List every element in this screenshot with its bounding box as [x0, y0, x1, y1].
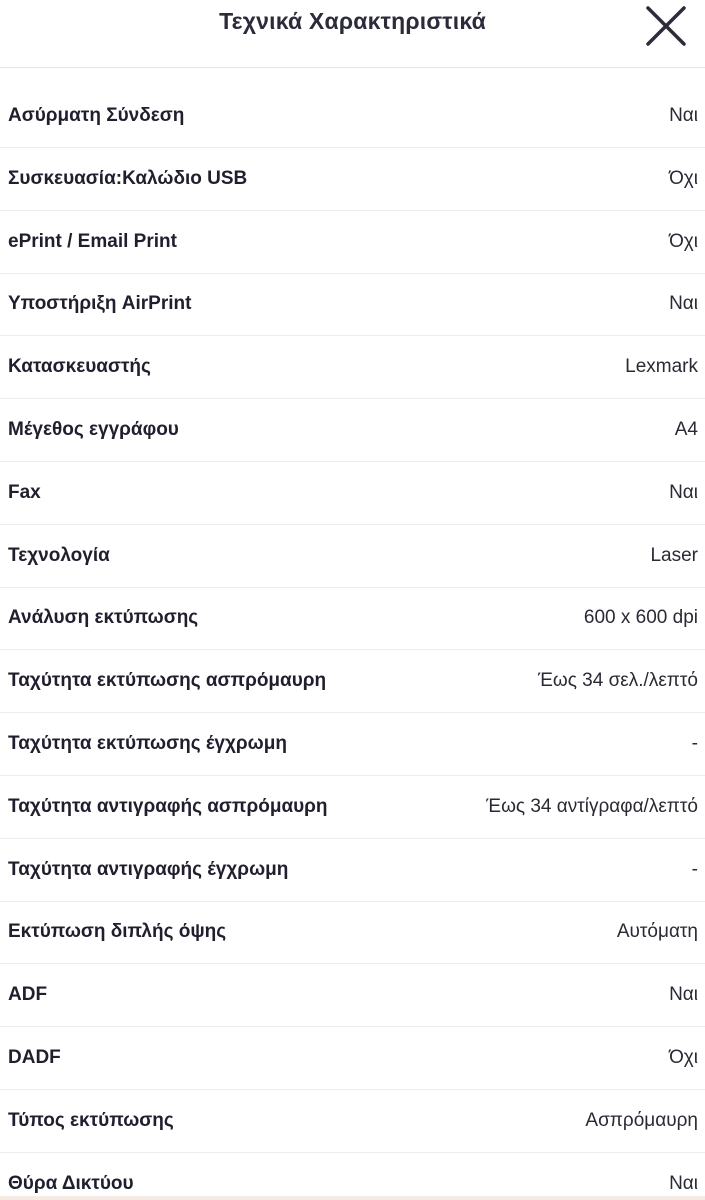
spec-row-fax — [0, 462, 705, 525]
spec-row-document-size — [0, 399, 705, 462]
spec-label: Τεχνολογία — [8, 544, 110, 566]
spec-label: Τύπος εκτύπωσης — [8, 1109, 174, 1131]
modal-title: Τεχνικά Χαρακτηριστικά — [219, 8, 486, 34]
close-button[interactable] — [645, 5, 687, 47]
spec-row-wireless — [0, 68, 705, 148]
spec-label: Θύρα Δικτύου — [8, 1172, 134, 1194]
spec-value: Laser — [650, 544, 698, 566]
spec-row-copy-speed-color — [0, 839, 705, 902]
spec-value: Ναι — [669, 293, 698, 315]
spec-list — [0, 68, 705, 1200]
spec-row-print-type — [0, 1090, 705, 1153]
spec-value: Ναι — [669, 984, 698, 1006]
spec-label: ADF — [8, 984, 48, 1006]
spec-value: Ασπρόμαυρη — [585, 1109, 698, 1131]
spec-row-technology — [0, 525, 705, 588]
spec-value: Έως 34 σελ./λεπτό — [538, 670, 698, 692]
spec-value: Έως 34 αντίγραφα/λεπτό — [486, 795, 698, 817]
spec-value: A4 — [674, 419, 698, 441]
spec-row-copy-speed-mono — [0, 776, 705, 839]
spec-row-airprint — [0, 274, 705, 337]
spec-value: Αυτόματη — [616, 921, 698, 943]
spec-value: - — [691, 733, 698, 755]
bottom-divider — [0, 1196, 705, 1200]
spec-label: Συσκευασία:Καλώδιο USB — [8, 167, 248, 189]
spec-label: Υποστήριξη AirPrint — [8, 293, 192, 315]
spec-value: 600 x 600 dpi — [583, 607, 698, 629]
spec-label: Ταχύτητα αντιγραφής έγχρωμη — [8, 858, 289, 880]
spec-row-print-resolution — [0, 588, 705, 651]
spec-label: Ασύρματη Σύνδεση — [8, 104, 185, 126]
spec-label: DADF — [8, 1047, 61, 1069]
close-icon — [645, 5, 687, 47]
spec-label: Ταχύτητα εκτύπωσης έγχρωμη — [8, 733, 287, 755]
spec-row-manufacturer — [0, 336, 705, 399]
spec-label: Ταχύτητα αντιγραφής ασπρόμαυρη — [8, 795, 328, 817]
spec-value: Ναι — [669, 1172, 698, 1194]
spec-label: Fax — [8, 481, 41, 503]
spec-row-print-speed-mono — [0, 650, 705, 713]
spec-value: Lexmark — [625, 356, 698, 378]
spec-label: Εκτύπωση διπλής όψης — [8, 921, 227, 943]
modal-header — [0, 0, 705, 68]
spec-value: Ναι — [669, 481, 698, 503]
spec-row-dadf — [0, 1027, 705, 1090]
spec-label: Ανάλυση εκτύπωσης — [8, 607, 199, 629]
spec-value: - — [691, 858, 698, 880]
spec-label: Κατασκευαστής — [8, 356, 151, 378]
spec-row-adf — [0, 964, 705, 1027]
spec-row-usb-cable — [0, 148, 705, 211]
spec-label: Μέγεθος εγγράφου — [8, 419, 179, 441]
spec-row-network-port — [0, 1153, 705, 1200]
spec-row-eprint — [0, 211, 705, 274]
spec-label: ePrint / Email Print — [8, 230, 177, 252]
spec-row-print-speed-color — [0, 713, 705, 776]
spec-label: Ταχύτητα εκτύπωσης ασπρόμαυρη — [8, 670, 327, 692]
spec-row-duplex — [0, 902, 705, 965]
spec-value: Όχι — [669, 1047, 698, 1069]
spec-value: Όχι — [669, 167, 698, 189]
spec-value: Ναι — [669, 104, 698, 126]
spec-value: Όχι — [669, 230, 698, 252]
